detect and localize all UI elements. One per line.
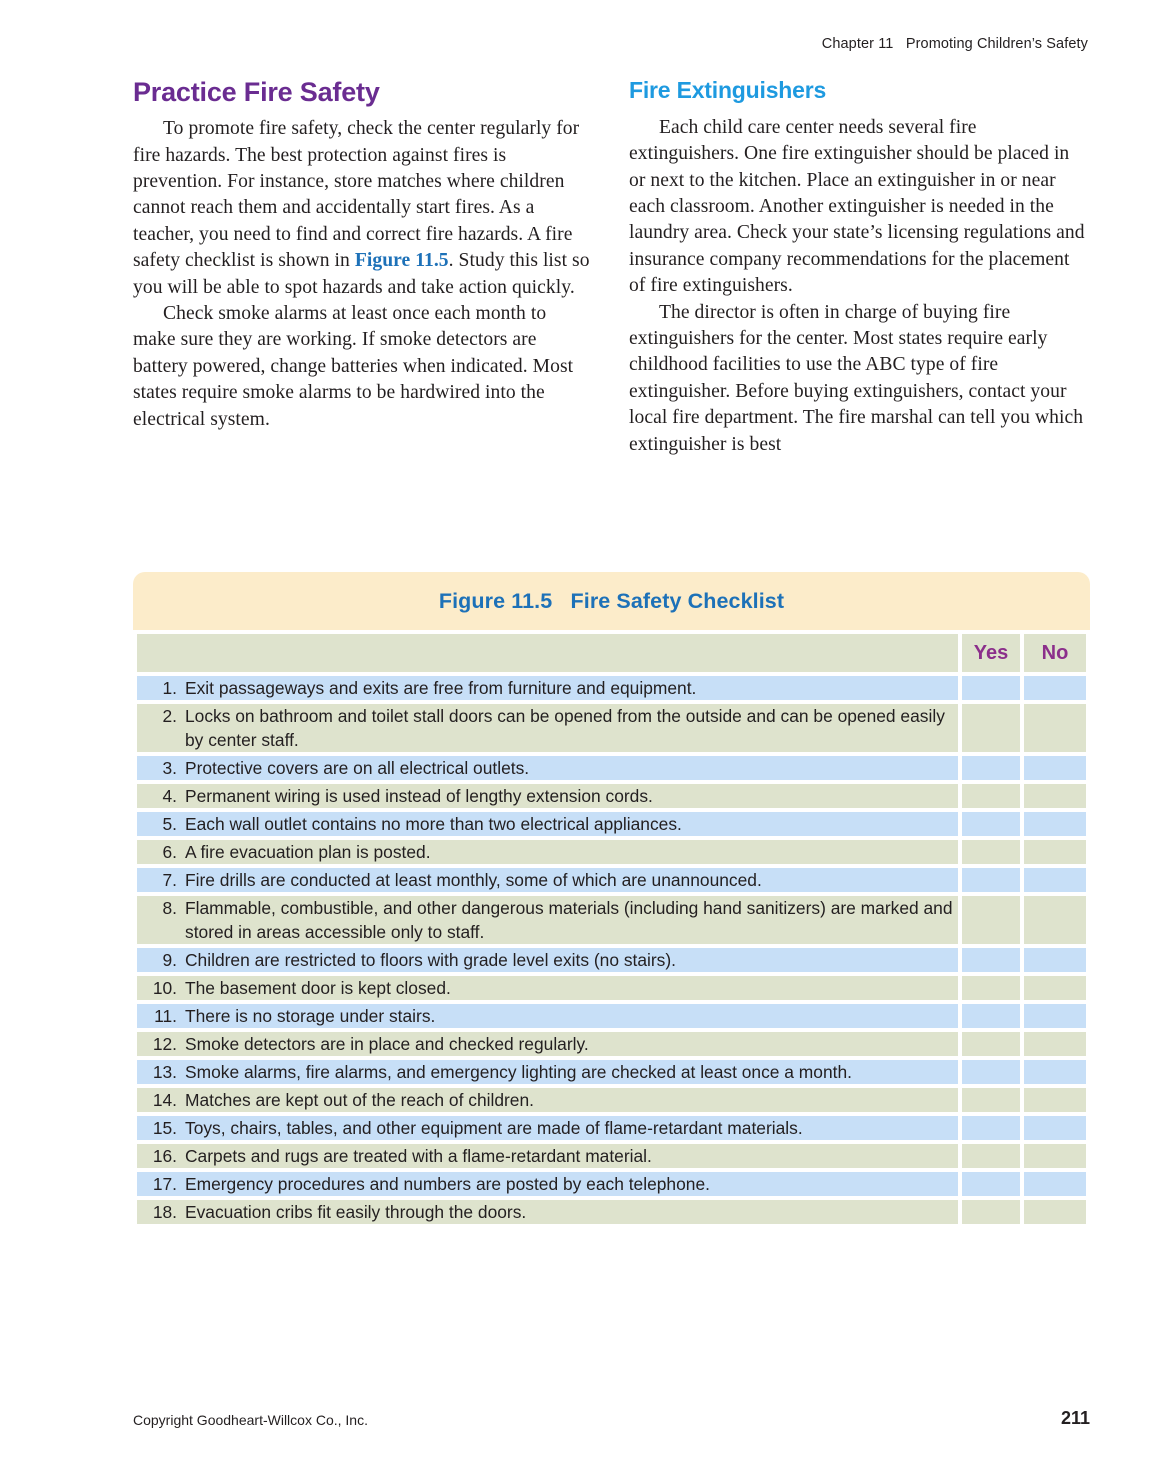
checklist-item-text: Protective covers are on all electrical outlets. <box>185 758 530 778</box>
table-row <box>137 868 1086 892</box>
figure-reference-link[interactable]: Figure 11.5 <box>354 250 449 272</box>
checklist-item-cell <box>137 676 958 700</box>
running-head: Chapter 11 Promoting Children’s Safety <box>821 36 1088 52</box>
checklist-yes-checkbox-cell[interactable] <box>962 756 1020 780</box>
checklist-item-cell <box>137 1032 958 1056</box>
checklist-item-text: Permanent wiring is used instead of lengthy extension cords. <box>185 786 653 806</box>
left-column <box>133 78 593 458</box>
footer-copyright: Copyright Goodheart-Willcox Co., Inc. <box>133 1412 368 1428</box>
page-title: Practice Fire Safety <box>133 77 380 107</box>
checklist-item-number: 5. <box>162 814 177 834</box>
checklist-item-number: 3. <box>162 758 177 778</box>
checklist-item-text: Fire drills are conducted at least monthly, some of which are unannounced. <box>185 870 762 890</box>
checklist-item-cell <box>137 948 958 972</box>
figure-caption-bar <box>133 572 1090 630</box>
checklist-item-number: 9. <box>162 950 177 970</box>
checklist-no-checkbox-cell[interactable] <box>1024 1060 1086 1084</box>
body-columns <box>133 78 1090 458</box>
checklist-no-checkbox-cell[interactable] <box>1024 868 1086 892</box>
left-paragraph-1 <box>133 116 593 301</box>
checklist-yes-checkbox-cell[interactable] <box>962 1060 1020 1084</box>
checklist-item-text: There is no storage under stairs. <box>185 1006 436 1026</box>
checklist-yes-checkbox-cell[interactable] <box>962 948 1020 972</box>
checklist-yes-checkbox-cell[interactable] <box>962 812 1020 836</box>
checklist-no-checkbox-cell[interactable] <box>1024 784 1086 808</box>
left-paragraph-1-part-b: . Study this list so you will be able to spot hazards and take action quickly. <box>133 250 590 298</box>
table-row <box>137 1032 1086 1056</box>
table-row <box>137 1144 1086 1168</box>
checklist-item-cell <box>137 1116 958 1140</box>
checklist-no-checkbox-cell[interactable] <box>1024 840 1086 864</box>
fire-safety-checklist-table <box>133 630 1090 1228</box>
checklist-yes-checkbox-cell[interactable] <box>962 1088 1020 1112</box>
checklist-no-checkbox-cell[interactable] <box>1024 1088 1086 1112</box>
right-paragraph-1: Each child care center needs several fire extinguishers. One fire extinguisher should be placed in or next to the kitchen. Place an extinguisher in or near each classroom. Another extinguisher is needed in the laundry area. Check your state’s licensing regulations and insurance company recommendations for the placement of fire extinguishers. <box>629 116 1085 297</box>
checklist-item-cell <box>137 976 958 1000</box>
checklist-item-cell <box>137 1088 958 1112</box>
checklist-item-number: 18. <box>152 1202 177 1222</box>
checklist-item-number: 13. <box>152 1062 177 1082</box>
checklist-no-checkbox-cell[interactable] <box>1024 704 1086 752</box>
checklist-yes-checkbox-cell[interactable] <box>962 976 1020 1000</box>
checklist-yes-checkbox-cell[interactable] <box>962 1172 1020 1196</box>
table-row <box>137 896 1086 944</box>
page-number: 211 <box>1060 1408 1090 1428</box>
column-header-no: No <box>1024 634 1086 672</box>
table-row <box>137 1172 1086 1196</box>
checklist-item-text: The basement door is kept closed. <box>185 978 451 998</box>
checklist-item-text: Smoke alarms, fire alarms, and emergency lighting are checked at least once a month. <box>185 1062 852 1082</box>
table-row <box>137 1116 1086 1140</box>
checklist-item-text: Matches are kept out of the reach of children. <box>185 1090 534 1110</box>
checklist-item-text: Evacuation cribs fit easily through the doors. <box>185 1202 527 1222</box>
checklist-item-number: 16. <box>152 1146 177 1166</box>
checklist-no-checkbox-cell[interactable] <box>1024 812 1086 836</box>
figure-caption: Figure 11.5 Fire Safety Checklist <box>438 588 785 613</box>
checklist-yes-checkbox-cell[interactable] <box>962 1004 1020 1028</box>
checklist-item-number: 4. <box>162 786 177 806</box>
checklist-item-cell <box>137 784 958 808</box>
table-header-row <box>137 634 1086 672</box>
checklist-item-cell <box>137 840 958 864</box>
checklist-item-number: 7. <box>162 870 177 890</box>
checklist-item-number: 17. <box>152 1174 177 1194</box>
checklist-yes-checkbox-cell[interactable] <box>962 1032 1020 1056</box>
checklist-yes-checkbox-cell[interactable] <box>962 676 1020 700</box>
checklist-no-checkbox-cell[interactable] <box>1024 1144 1086 1168</box>
checklist-item-cell <box>137 1004 958 1028</box>
checklist-item-number: 14. <box>152 1090 177 1110</box>
checklist-yes-checkbox-cell[interactable] <box>962 1200 1020 1224</box>
checklist-item-text: Flammable, combustible, and other dangerous materials (including hand sanitizers) are marked and stored in areas accessible only to staff. <box>185 898 953 942</box>
table-row <box>137 1200 1086 1224</box>
table-row <box>137 676 1086 700</box>
checklist-yes-checkbox-cell[interactable] <box>962 868 1020 892</box>
checklist-item-number: 12. <box>152 1034 177 1054</box>
checklist-yes-checkbox-cell[interactable] <box>962 704 1020 752</box>
checklist-no-checkbox-cell[interactable] <box>1024 676 1086 700</box>
checklist-no-checkbox-cell[interactable] <box>1024 1172 1086 1196</box>
table-row <box>137 840 1086 864</box>
checklist-item-text: Emergency procedures and numbers are posted by each telephone. <box>185 1174 710 1194</box>
checklist-item-text: Locks on bathroom and toilet stall doors can be opened from the outside and can be opened easily by center staff. <box>185 706 945 750</box>
checklist-item-number: 6. <box>162 842 177 862</box>
checklist-item-cell <box>137 896 958 944</box>
table-body <box>137 676 1086 1224</box>
checklist-item-cell <box>137 812 958 836</box>
table-head <box>137 634 1086 672</box>
table-row <box>137 756 1086 780</box>
checklist-yes-checkbox-cell[interactable] <box>962 896 1020 944</box>
right-column <box>629 78 1089 458</box>
table-row <box>137 812 1086 836</box>
column-header-yes: Yes <box>962 634 1020 672</box>
checklist-item-text: Each wall outlet contains no more than two electrical appliances. <box>185 814 682 834</box>
checklist-item-cell <box>137 704 958 752</box>
checklist-item-cell <box>137 1172 958 1196</box>
table-row <box>137 704 1086 752</box>
checklist-yes-checkbox-cell[interactable] <box>962 1116 1020 1140</box>
checklist-item-number: 11. <box>154 1006 177 1026</box>
checklist-yes-checkbox-cell[interactable] <box>962 840 1020 864</box>
checklist-yes-checkbox-cell[interactable] <box>962 1144 1020 1168</box>
checklist-item-text: Smoke detectors are in place and checked regularly. <box>185 1034 589 1054</box>
checklist-item-number: 8. <box>162 898 177 918</box>
checklist-item-text: A fire evacuation plan is posted. <box>185 842 431 862</box>
checklist-no-checkbox-cell[interactable] <box>1024 948 1086 972</box>
checklist-item-number: 1. <box>162 678 177 698</box>
checklist-no-checkbox-cell[interactable] <box>1024 1004 1086 1028</box>
checklist-no-checkbox-cell[interactable] <box>1024 756 1086 780</box>
table-row <box>137 1060 1086 1084</box>
checklist-item-cell <box>137 868 958 892</box>
column-header-item <box>137 634 958 672</box>
table-row <box>137 1088 1086 1112</box>
checklist-item-text: Toys, chairs, tables, and other equipment are made of flame-retardant materials. <box>185 1118 803 1138</box>
checklist-item-text: Exit passageways and exits are free from furniture and equipment. <box>185 678 697 698</box>
checklist-item-number: 2. <box>162 706 177 726</box>
checklist-yes-checkbox-cell[interactable] <box>962 784 1020 808</box>
checklist-item-number: 15. <box>152 1118 177 1138</box>
table-row <box>137 1004 1086 1028</box>
table-row <box>137 976 1086 1000</box>
table-row <box>137 948 1086 972</box>
checklist-item-number: 10. <box>152 978 177 998</box>
figure-11-5 <box>133 572 1090 1228</box>
checklist-no-checkbox-cell[interactable] <box>1024 1032 1086 1056</box>
checklist-no-checkbox-cell[interactable] <box>1024 1116 1086 1140</box>
checklist-item-cell <box>137 1200 958 1224</box>
right-paragraph-2: The director is often in charge of buying fire extinguishers for the center. Most states require early childhood facilities to use the ABC type of fire extinguisher. Before buying extinguishers, contact your local fire department. The fire marshal can tell you which extinguisher is best <box>629 301 1084 455</box>
table-row <box>137 784 1086 808</box>
checklist-no-checkbox-cell[interactable] <box>1024 896 1086 944</box>
checklist-item-text: Children are restricted to floors with grade level exits (no stairs). <box>185 950 676 970</box>
left-paragraph-2: Check smoke alarms at least once each month to make sure they are working. If smoke detectors are battery powered, change batteries when indicated. Most states require smoke alarms to be hardwired into the electrical system. <box>133 303 574 430</box>
checklist-item-cell <box>137 1060 958 1084</box>
checklist-item-text: Carpets and rugs are treated with a flame-retardant material. <box>185 1146 652 1166</box>
checklist-no-checkbox-cell[interactable] <box>1024 1200 1086 1224</box>
subsection-title: Fire Extinguishers <box>629 77 827 103</box>
checklist-item-cell <box>137 756 958 780</box>
checklist-no-checkbox-cell[interactable] <box>1024 976 1086 1000</box>
left-paragraph-1-part-a: To promote fire safety, check the center regularly for fire hazards. The best protection against fires is prevention. For instance, store matches where children cannot reach them and accidentally start fires. As a teacher, you need to find and correct fire hazards. A fire safety checklist is shown in <box>133 118 580 272</box>
checklist-item-cell <box>137 1144 958 1168</box>
